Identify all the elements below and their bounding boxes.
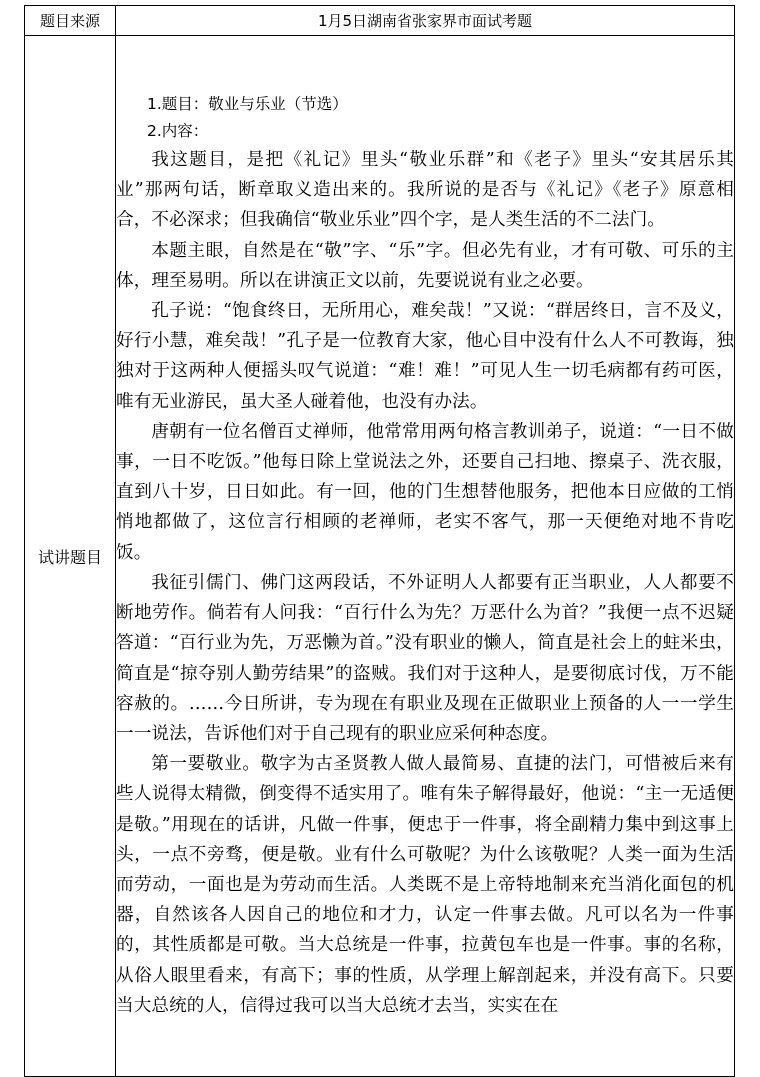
- paragraph: 我征引儒门、佛门这两段话，不外证明人人都要有正当职业，人人都要不断地劳作。倘若有人问我：“百行什么为先？万恶什么为首？”我便一点不迟疑答道：“百行业为先，万恶懒为首。”没有职业的懒人，简直是社会上的蛀米虫，简直是“掠夺别人勤劳结果”的盗贼。我们对于这种人，是要彻底讨伐，万不能容赦的。……今日所讲，专为现在有职业及现在正做职业上预备的人一一学生一一说法，告诉他们对于自己现有的职业应采何种态度。: [116, 572, 734, 744]
- header-row: [25, 6, 735, 36]
- paragraph: 本题主眼，自然是在“敬”字、“乐”字。但必先有业，才有可敬、可乐的主体，理至易明。所以在讲演正文以前，先要说说有业之必要。: [116, 240, 734, 291]
- paragraph: 孔子说：“饱食终日，无所用心，难矣哉！”又说：“群居终日，言不及义，好行小慧，难矣哉！”孔子是一位教育大家，他心目中没有什么人不可教诲，独独对于这两种人便摇头叹气说道：“难！难！”可见人生一切毛病都有药可医，唯有无业游民，虽大圣人碰着他，也没有办法。: [116, 301, 734, 412]
- section-label: 试讲题目: [25, 36, 116, 1077]
- paragraph: 我这题目，是把《礼记》里头“敬业乐群”和《老子》里头“安其居乐其业”那两句话，断章取义造出来的。我所说的是否与《礼记》《老子》原意相合，不必深求；但我确信“敬业乐业”四个字，是人类生活的不二法门。: [116, 150, 734, 231]
- paragraph: 第一要敬业。敬字为古圣贤教人做人最简易、直捷的法门，可惜被后来有些人说得太精微，倒变得不适实用了。唯有朱子解得最好，他说：“主一无适便是敬。”用现在的话讲，凡做一件事，便忠于一件事，将全副精力集中到这事上头，一点不旁骛，便是敬。业有什么可敬呢？为什么该敬呢？人类一面为生活而劳动，一面也是为劳动而生活。人类既不是上帝特地制来充当消化面包的机器，自然该各人因自己的地位和才力，认定一件事去做。凡可以名为一件事的，其性质都是可敬。当大总统是一件事，拉黄包车也是一件事。事的名称，从俗人眼里看来，有高下；事的性质，从学理上解剖起来，并没有高下。只要当大总统的人，信得过我可以当大总统才去当，实实在在: [116, 754, 734, 1016]
- content-row: [25, 36, 735, 1077]
- paragraph: 唐朝有一位名僧百丈禅师，他常常用两句格言教训弟子，说道：“一日不做事，一日不吃饭。”他每日除上堂说法之外，还要自己扫地、擦桌子、洗衣服，直到八十岁，日日如此。有一回，他的门生想替他服务，把他本日应做的工悄悄地都做了，这位言行相顾的老禅师，老实不客气，那一天便绝对地不肯吃饭。: [116, 421, 734, 563]
- content-line: 2.内容：: [147, 122, 209, 141]
- source-value: 1月5日湖南省张家界市面试考题: [116, 6, 735, 36]
- exam-table: [24, 5, 735, 1077]
- source-label: 题目来源: [25, 6, 116, 36]
- content-cell: [116, 36, 735, 1077]
- topic-line: 1.题目：敬业与乐业（节选）: [147, 95, 348, 114]
